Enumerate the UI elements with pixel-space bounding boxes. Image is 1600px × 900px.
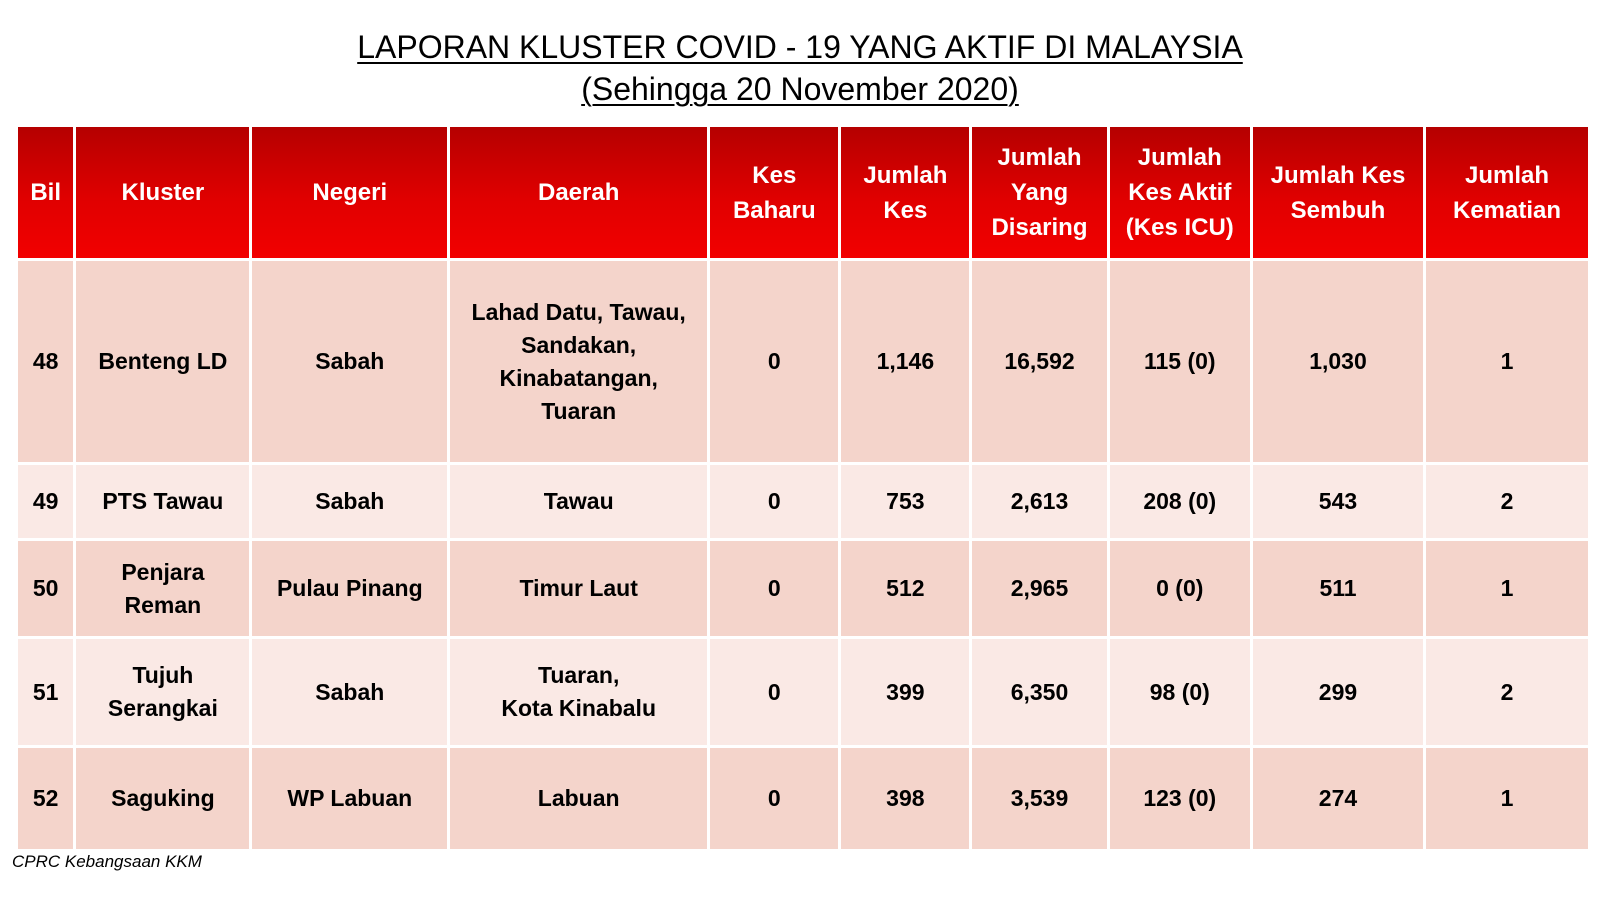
header-text: (Kes ICU)	[1125, 214, 1234, 241]
cell-kes-baharu: 0	[710, 261, 838, 462]
cell-text: Saguking	[111, 785, 215, 811]
cell-kes-baharu: 0	[710, 465, 838, 538]
header-text: Baharu	[732, 196, 816, 224]
cell-bil: 48	[18, 261, 73, 462]
cell-kes-sembuh: 543	[1253, 465, 1423, 538]
header-text: Jumlah	[863, 161, 948, 189]
cell-kes-sembuh: 511	[1253, 541, 1423, 636]
cell-text: Reman	[124, 591, 202, 618]
cell-kes-sembuh: 274	[1253, 748, 1423, 849]
cell-negeri: WP Labuan	[252, 748, 447, 849]
cell-text: PTS Tawau	[102, 488, 224, 514]
cell-kluster	[76, 261, 249, 462]
cell-bil: 51	[18, 639, 73, 745]
cell-kluster	[76, 748, 249, 849]
table-header-row	[18, 127, 1588, 258]
cell-negeri: Sabah	[252, 465, 447, 538]
cell-text: Lahad Datu, Tawau,	[471, 298, 686, 325]
cell-jumlah-kes: 399	[841, 639, 969, 745]
cell-jumlah-disaring: 16,592	[972, 261, 1106, 462]
header-text: Jumlah Kes	[1270, 161, 1406, 189]
cell-kluster	[76, 639, 249, 745]
header-bil: Bil	[18, 127, 73, 258]
cell-negeri: Pulau Pinang	[252, 541, 447, 636]
cell-text: Benteng LD	[98, 348, 228, 374]
table-row	[18, 261, 1588, 462]
title-line-2: (Sehingga 20 November 2020)	[581, 71, 1019, 107]
cell-text: Kinabatangan,	[499, 364, 658, 391]
cell-text: Timur Laut	[519, 575, 638, 601]
cell-jumlah-kes: 1,146	[841, 261, 969, 462]
report-title	[0, 26, 1600, 110]
header-text: Kes	[883, 196, 928, 224]
cell-kematian: 1	[1426, 541, 1588, 636]
header-kluster: Kluster	[76, 127, 249, 258]
cell-kes-baharu: 0	[710, 748, 838, 849]
cell-daerah	[450, 465, 707, 538]
header-text: Sembuh	[1290, 196, 1386, 224]
cell-daerah	[450, 541, 707, 636]
cell-text: Tuaran,	[538, 662, 620, 688]
cell-text: Kota Kinabalu	[501, 695, 656, 721]
table-row	[18, 748, 1588, 849]
table-row	[18, 465, 1588, 538]
cell-kes-baharu: 0	[710, 541, 838, 636]
header-daerah: Daerah	[450, 127, 707, 258]
header-text: Kematian	[1452, 196, 1562, 224]
cell-bil: 52	[18, 748, 73, 849]
header-text: Disaring	[991, 214, 1088, 241]
cell-text: Tuaran	[541, 397, 617, 424]
source-footer: CPRC Kebangsaan KKM	[12, 852, 202, 871]
cell-jumlah-kes: 398	[841, 748, 969, 849]
table-row	[18, 541, 1588, 636]
cell-text: Tawau	[543, 488, 614, 514]
table-row	[18, 639, 1588, 745]
cell-kematian: 2	[1426, 465, 1588, 538]
cell-kes-aktif: 0 (0)	[1110, 541, 1250, 636]
cell-kematian: 2	[1426, 639, 1588, 745]
cell-jumlah-disaring: 2,965	[972, 541, 1106, 636]
cell-kes-sembuh: 299	[1253, 639, 1423, 745]
cell-text: Serangkai	[107, 695, 218, 721]
cell-text: Labuan	[537, 785, 620, 811]
cell-text: Penjara	[121, 558, 205, 585]
cell-daerah	[450, 748, 707, 849]
cell-text: Sandakan,	[521, 331, 637, 358]
header-kes-sembuh	[1253, 127, 1423, 258]
header-kes-baharu	[710, 127, 838, 258]
header-text: Jumlah	[1465, 161, 1550, 189]
cell-kluster	[76, 541, 249, 636]
cell-daerah	[450, 639, 707, 745]
header-kes-aktif	[1110, 127, 1250, 258]
header-text: Kes Aktif	[1128, 179, 1232, 206]
header-jumlah-kes	[841, 127, 969, 258]
cell-negeri: Sabah	[252, 261, 447, 462]
cluster-table	[15, 124, 1591, 852]
header-negeri: Negeri	[252, 127, 447, 258]
cell-kematian: 1	[1426, 748, 1588, 849]
cell-kes-baharu: 0	[710, 639, 838, 745]
header-text: Kes	[752, 161, 797, 189]
cell-bil: 50	[18, 541, 73, 636]
header-text: Yang	[1010, 179, 1069, 206]
cell-kes-aktif: 98 (0)	[1110, 639, 1250, 745]
cell-kes-aktif: 123 (0)	[1110, 748, 1250, 849]
cell-jumlah-disaring: 2,613	[972, 465, 1106, 538]
header-text: Jumlah	[1137, 144, 1222, 171]
header-kematian	[1426, 127, 1588, 258]
cell-kluster	[76, 465, 249, 538]
cell-kes-aktif: 208 (0)	[1110, 465, 1250, 538]
cell-jumlah-kes: 512	[841, 541, 969, 636]
cell-kes-aktif: 115 (0)	[1110, 261, 1250, 462]
header-jumlah-disaring	[972, 127, 1106, 258]
cell-kematian: 1	[1426, 261, 1588, 462]
cell-daerah	[450, 261, 707, 462]
header-text: Jumlah	[997, 144, 1082, 171]
cell-text: Tujuh	[132, 662, 194, 688]
cell-jumlah-disaring: 6,350	[972, 639, 1106, 745]
title-line-1: LAPORAN KLUSTER COVID - 19 YANG AKTIF DI MALAYSIA	[357, 29, 1243, 65]
cell-bil: 49	[18, 465, 73, 538]
cell-jumlah-kes: 753	[841, 465, 969, 538]
cell-negeri: Sabah	[252, 639, 447, 745]
cell-kes-sembuh: 1,030	[1253, 261, 1423, 462]
cell-jumlah-disaring: 3,539	[972, 748, 1106, 849]
